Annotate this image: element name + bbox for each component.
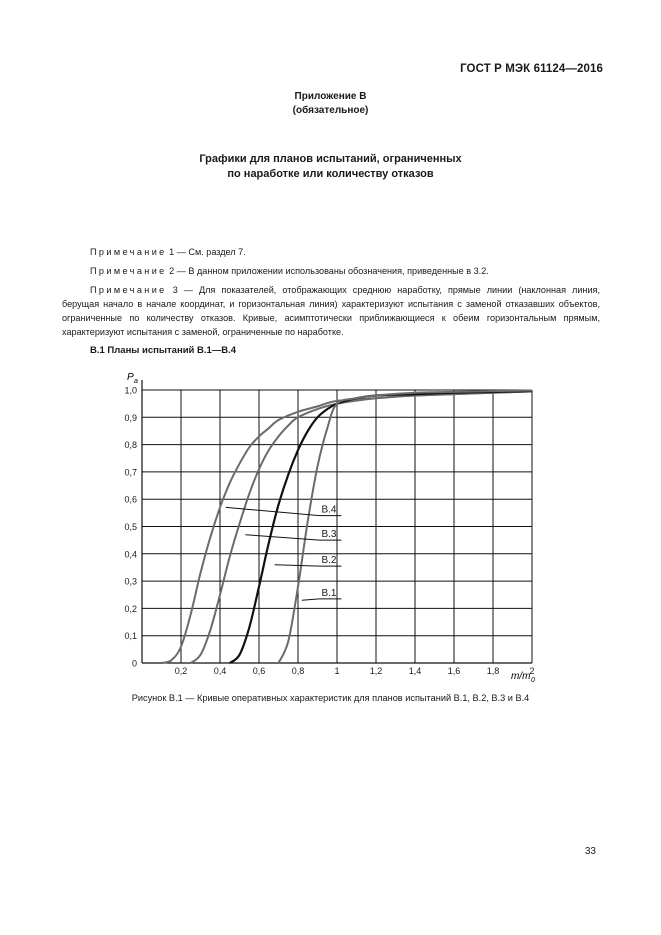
x-tick-label: 0,2 (174, 666, 188, 676)
appendix-title: Приложение В (294, 91, 367, 102)
x-tick-label: 2 (529, 666, 535, 676)
document-heading-line-2: по наработке или количеству отказов (227, 168, 434, 180)
y-axis-label-sub: a (134, 378, 138, 385)
y-tick-label: 0,7 (124, 467, 137, 478)
operating-characteristic-chart (0, 360, 661, 685)
note-3 (62, 283, 600, 339)
series-label: В.4 (321, 504, 337, 516)
y-tick-label: 0,5 (124, 522, 137, 532)
appendix-status: (обязательное) (292, 105, 369, 116)
y-tick-label: 0,6 (124, 494, 137, 505)
y-tick-label: 0,4 (124, 549, 137, 560)
series-leader-line (302, 599, 320, 600)
series-line-В.2 (230, 391, 532, 663)
note-2 (62, 264, 600, 278)
chart-grid (142, 390, 532, 663)
note-text: См. раздел 7. (185, 247, 246, 257)
figure-caption: Рисунок В.1 — Кривые оперативных характеристик для планов испытаний В.1, В.2, В.3 и В.4 (131, 693, 530, 703)
y-tick-label: 0,1 (124, 631, 137, 642)
series-leader-line (245, 535, 319, 540)
x-tick-label: 1,2 (369, 666, 383, 676)
y-tick-label: 0,2 (124, 603, 137, 614)
note-1 (62, 245, 600, 259)
note-text: Для показателей, отображающих среднюю наработку, прямые линии (наклонная линия, берущая начало в начале координат, и горизонтальная линия) характеризуют испытания с заменой отказавших объектов, ограниченные по количеству отказов. Кривые, асимптотически приближающиеся к обеим горизонтальным прямым, характеризуют испытания с заменой, ограниченные по наработке. (62, 285, 600, 337)
note-label: Примечание (90, 266, 167, 276)
section-title: В.1 Планы испытаний В.1—В.4 (90, 345, 237, 356)
note-text: В данном приложении использованы обозначения, приведенные в 3.2. (185, 266, 489, 276)
x-tick-label: 1,4 (408, 666, 422, 676)
y-tick-label: 0,3 (124, 576, 137, 587)
x-tick-label: 1 (334, 666, 340, 676)
y-tick-label: 1,0 (124, 385, 137, 396)
page-number: 33 (584, 846, 596, 857)
series-line-В.3 (191, 391, 532, 663)
series-line-В.4 (162, 391, 533, 663)
note-number: 2 — (169, 266, 186, 276)
x-tick-label: 0,6 (252, 666, 266, 676)
y-tick-label: 0,9 (124, 412, 137, 423)
note-label: Примечание (90, 247, 167, 257)
series-label: В.3 (321, 529, 337, 541)
y-tick-label: 0,8 (124, 440, 137, 451)
x-tick-label: 0,8 (291, 666, 305, 676)
x-tick-label: 1,8 (486, 666, 500, 676)
y-axis-label-main: P (127, 372, 134, 383)
series-label: В.1 (321, 587, 337, 599)
series-leader-line (226, 507, 320, 515)
note-number: 3 — (172, 285, 193, 295)
x-tick-label: 1,6 (447, 666, 461, 676)
chart-series-labels (226, 505, 342, 601)
document-heading-line-1: Графики для планов испытаний, ограниченных (199, 153, 462, 165)
series-leader-line (275, 565, 320, 566)
series-label: В.2 (321, 555, 337, 567)
x-tick-label: 0,4 (213, 666, 227, 676)
y-axis-label (127, 372, 138, 385)
note-number: 1 — (169, 247, 186, 257)
document-standard-number: ГОСТ Р МЭК 61124—2016 (460, 63, 603, 75)
x-axis-label-main: m/m (511, 671, 531, 682)
note-label: Примечание (90, 285, 167, 295)
y-tick-label: 0 (131, 658, 137, 669)
x-axis-label-sub: 0 (531, 677, 535, 684)
